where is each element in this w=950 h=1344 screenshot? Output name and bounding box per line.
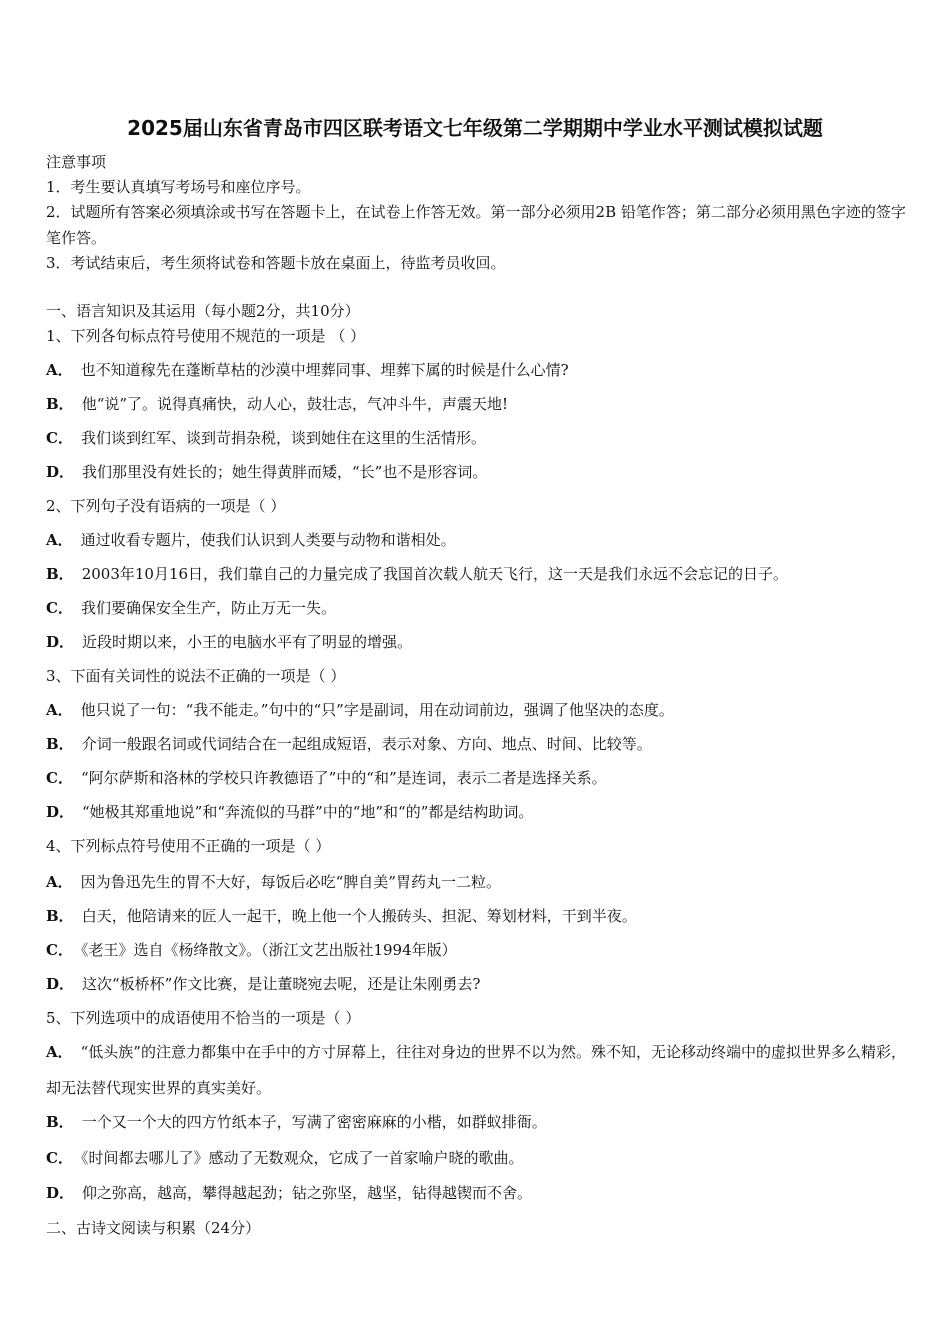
option-letter: D． — [46, 1184, 75, 1202]
option-text: 他“说”了。说得真痛快，动人心，鼓壮志，气冲斗牛，声震天地! — [81, 395, 509, 413]
q2-option-d — [46, 632, 412, 652]
option-letter: D． — [46, 633, 75, 651]
option-text: “她极其郑重地说”和“奔流似的马群”中的“地”和“的”都是结构助词。 — [82, 803, 534, 821]
question-5-stem: 5、下列选项中的成语使用不恰当的一项是（ ） — [46, 1009, 361, 1027]
notice-item-3: 3．考试结束后，考生须将试卷和答题卡放在桌面上，待监考员收回。 — [46, 254, 506, 272]
option-text: 他只说了一句：“我不能走。”句中的“只”字是副词，用在动词前边，强调了他坚决的态度。 — [80, 701, 674, 719]
option-text: 因为鲁迅先生的胃不大好，每饭后必吃“脾自美”胃药丸一二粒。 — [80, 873, 501, 891]
q3-option-a — [46, 700, 674, 720]
q3-option-c — [46, 768, 607, 788]
section2-heading: 二、古诗文阅读与积累（24分） — [46, 1219, 261, 1237]
option-text: 《时间都去哪儿了》感动了无数观众，它成了一首家喻户晓的歌曲。 — [80, 1149, 524, 1167]
option-letter: A． — [46, 1043, 73, 1061]
option-text: 近段时期以来，小王的电脑水平有了明显的增强。 — [82, 633, 413, 651]
option-text: 2003年10月16日，我们靠自己的力量完成了我国首次载人航天飞行，这一天是我们永远不会忘记的日子。 — [81, 565, 789, 583]
option-letter: C． — [46, 769, 73, 787]
option-text: 通过收看专题片，使我们认识到人类要与动物和谐相处。 — [80, 531, 456, 549]
q1-option-d — [46, 462, 487, 482]
option-letter: A． — [46, 531, 73, 549]
option-letter: C． — [46, 941, 73, 959]
q5-option-a — [46, 1034, 906, 1106]
option-text: “阿尔萨斯和洛林的学校只许教德语了”中的“和”是连词，表示二者是选择关系。 — [80, 769, 607, 787]
q3-option-d — [46, 802, 533, 822]
option-text: 我们要确保安全生产，防止万无一失。 — [80, 599, 336, 617]
q4-option-c — [46, 940, 457, 960]
option-letter: C． — [46, 599, 73, 617]
option-letter: D． — [46, 463, 75, 481]
option-letter: C． — [46, 1149, 73, 1167]
option-letter: B． — [46, 735, 74, 753]
option-letter: D． — [46, 975, 75, 993]
q5-option-c — [46, 1148, 523, 1168]
option-text: 《老王》选自《杨绛散文》。（浙江文艺出版社1994年版） — [80, 941, 457, 959]
option-text: “低头族”的注意力都集中在手中的方寸屏幕上，往往对身边的世界不以为然。殊不知，无论移动终端中的虚拟世界多么精彩，却无法替代现实世界的真实美好。 — [46, 1043, 906, 1097]
q4-option-b — [46, 906, 637, 926]
option-letter: B． — [46, 395, 74, 413]
notice-item-2: 2．试题所有答案必须填涂或书写在答题卡上，在试卷上作答无效。第一部分必须用2B 铅笔作答；第二部分必须用黑色字迹的签字笔作答。 — [46, 203, 906, 247]
q2-option-b — [46, 564, 788, 584]
option-letter: B． — [46, 565, 74, 583]
option-text: 一个又一个大的四方竹纸本子，写满了密密麻麻的小楷，如群蚁排衙。 — [81, 1113, 547, 1131]
section1-heading: 一、语言知识及其运用（每小题2分，共10分） — [46, 302, 360, 320]
q5-option-d — [46, 1183, 532, 1203]
option-text: 我们那里没有姓长的；她生得黄胖而矮，“长”也不是形容词。 — [82, 463, 488, 481]
option-text: 我们谈到红军、谈到苛捐杂税，谈到她住在这里的生活情形。 — [80, 429, 486, 447]
question-1-stem: 1、下列各句标点符号使用不规范的一项是 （ ） — [46, 327, 366, 345]
option-text: 也不知道稼先在蓬断草枯的沙漠中埋葬同事、埋葬下属的时候是什么心情? — [80, 361, 569, 379]
question-2-stem: 2、下列句子没有语病的一项是（ ） — [46, 497, 286, 515]
q1-option-b — [46, 394, 508, 414]
q1-option-c — [46, 428, 486, 448]
option-text: 介词一般跟名词或代词结合在一起组成短语，表示对象、方向、地点、时间、比较等。 — [81, 735, 652, 753]
option-text: 仰之弥高，越高，攀得越起劲；钻之弥坚，越坚，钻得越锲而不舍。 — [82, 1184, 533, 1202]
notice-item-1: 1．考生要认真填写考场号和座位序号。 — [46, 178, 311, 196]
option-letter: A． — [46, 701, 73, 719]
q4-option-a — [46, 872, 501, 892]
option-text: 白天，他陪请来的匠人一起干，晚上他一个人搬砖头、担泥、筹划材料，干到半夜。 — [81, 907, 637, 925]
option-letter: A． — [46, 873, 73, 891]
question-4-stem: 4、下列标点符号使用不正确的一项是（ ） — [46, 837, 331, 855]
option-letter: D． — [46, 803, 75, 821]
option-letter: B． — [46, 1113, 74, 1131]
q4-option-d — [46, 974, 480, 994]
option-letter: C． — [46, 429, 73, 447]
option-text: 这次“板桥杯”作文比赛，是让董晓宛去呢，还是让朱刚勇去? — [82, 975, 481, 993]
q3-option-b — [46, 734, 652, 754]
q2-option-a — [46, 530, 456, 550]
page-title: 2025届山东省青岛市四区联考语文七年级第二学期期中学业水平测试模拟试题 — [127, 116, 823, 140]
q2-option-c — [46, 598, 336, 618]
q5-option-b — [46, 1112, 547, 1132]
question-3-stem: 3、下面有关词性的说法不正确的一项是（ ） — [46, 667, 346, 685]
q1-option-a — [46, 360, 569, 380]
notice-heading: 注意事项 — [46, 153, 107, 171]
option-letter: B． — [46, 907, 74, 925]
option-letter: A． — [46, 361, 73, 379]
